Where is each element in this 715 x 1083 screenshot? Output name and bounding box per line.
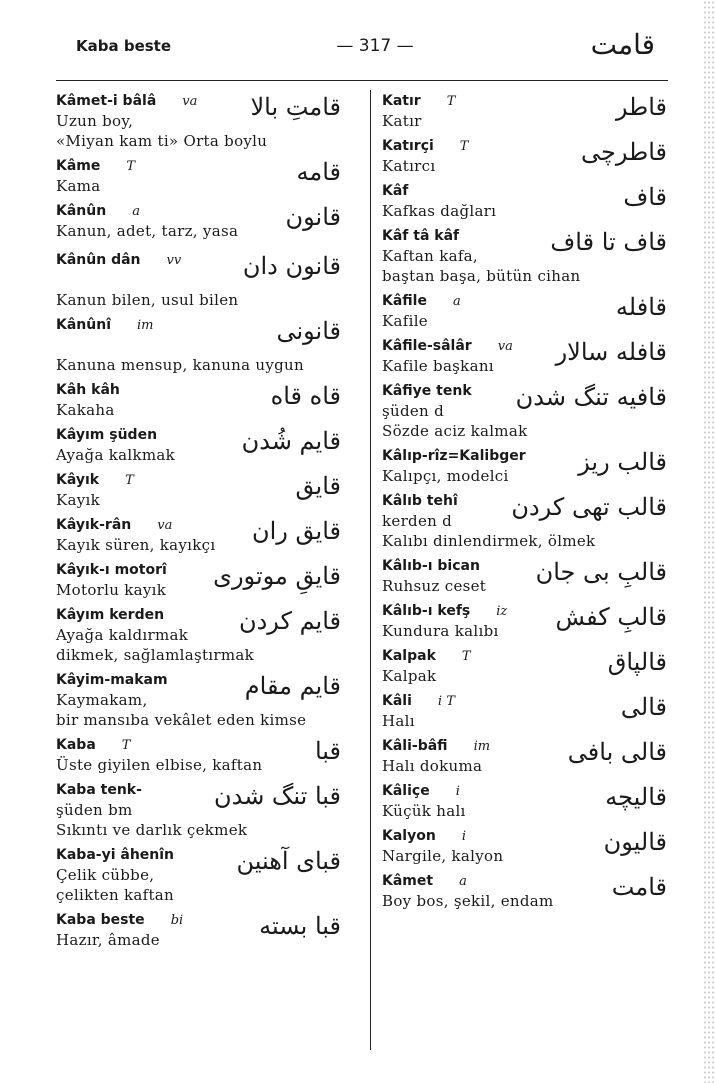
entry-definition: Üste giyilen elbise, kaftan [56,756,263,774]
running-head-left: Kaba beste [76,37,172,55]
entry-arabic-script: قاه قاه [270,382,341,410]
entry-headword: Kâh kâh [56,382,120,398]
entry-grammar-tag: i [455,784,460,799]
entry-definition: Hazır, âmade [56,931,160,949]
entry-grammar-tag: T [446,94,456,109]
dictionary-entry [382,447,667,486]
running-head-right: قامت [590,28,655,61]
entry-definition: Motorlu kayık [56,581,167,599]
entry-arabic-script: قاف [623,183,667,211]
entry-arabic-script: قایم مقام [244,672,341,700]
entry-arabic-script: قافیه تنگ شدن [515,383,667,411]
entry-arabic-script: قانونی [276,317,341,345]
entry-headword: Kâyim-makam [56,672,168,688]
page-number: — 317 — [336,36,414,56]
dictionary-entry [56,516,341,555]
entry-grammar-tag: T [125,473,134,488]
entry-definition: Kakaha [56,401,115,419]
entry-headword: Kâlıp-rîz=Kalibger [382,448,526,464]
entry-definition: Kanun, adet, tarz, yasa [56,222,239,240]
dictionary-entry [56,157,341,196]
entry-headword: Kâli-bâfi [382,738,448,754]
entry-headword: Kaba-yi âhenîn [56,847,175,863]
page-header [0,0,715,64]
entry-arabic-script: قایم شُدن [241,427,341,455]
entry-headword: Kâfile [382,293,427,309]
entry-grammar-tag: a [452,294,461,309]
entry-grammar-tag: i [461,829,466,844]
entry-arabic-script: قافله [615,293,667,321]
dictionary-entry [56,202,341,241]
entry-definition: Kundura kalıbı [382,622,499,640]
entry-headword: Kâlıb tehî [382,493,458,509]
entry-headword: Kâyık [56,472,100,488]
entry-definition: Kaymakam, [56,691,148,709]
entry-arabic-script: قالی بافی [567,738,667,766]
entry-definition: Kalpak [382,667,437,685]
entry-headword: Kalyon [382,828,436,844]
dictionary-entry [56,426,341,465]
entry-arabic-script: قبا [314,737,341,765]
entry-headword: Kâyım kerden [56,607,165,623]
dictionary-entry [56,471,341,510]
dictionary-entry [382,137,667,176]
entry-headword: Kâmet-i bâlâ [56,93,157,109]
entry-arabic-script: قایق [295,472,341,500]
entry-definition: Kayık [56,491,101,509]
entry-arabic-script: قامت [611,873,667,901]
entry-definition: Uzun boy, [56,112,134,130]
entry-arabic-script: قبای آهنین [236,847,341,875]
entry-definition: şüden d [382,402,444,420]
column-divider [370,90,371,1050]
entry-definition: Halı [382,712,415,730]
page-edge-speckle [703,0,715,1083]
entry-definition: Kafkas dağları [382,202,497,220]
left-column [56,92,341,956]
entry-definition: Katır [382,112,422,130]
entry-arabic-script: قافله سالار [555,338,667,366]
entry-arabic-script: قالبِ کفش [555,603,667,631]
entry-definition: Kalıpçı, modelci [382,467,509,485]
entry-definition: baştan başa, bütün cihan [382,267,581,285]
entry-grammar-tag: a [132,204,140,219]
entry-grammar-tag: T [461,649,471,664]
dictionary-entry [382,182,667,221]
entry-grammar-tag: T [126,159,136,174]
entry-grammar-tag: va [157,518,173,533]
entry-arabic-script: قالبِ بی جان [535,558,667,586]
entry-arabic-script: قالیون [603,828,667,856]
entry-grammar-tag: va [497,339,513,354]
entry-grammar-tag: T [121,738,131,753]
dictionary-entry [382,292,667,331]
entry-definition: Katırcı [382,157,436,175]
entry-definition: kerden d [382,512,453,530]
entry-arabic-script: قالب تهی کردن [511,493,667,521]
entry-arabic-script: قالی [620,693,667,721]
entry-headword: Kânûn dân [56,252,141,268]
entry-definition: Çelik cübbe, [56,866,155,884]
entry-definition: Kanuna mensup, kanuna uygun [56,356,304,374]
entry-grammar-tag: i T [437,694,455,709]
entry-definition: Küçük halı [382,802,466,820]
header-rule [56,80,668,81]
entry-arabic-script: قالب ریز [578,448,667,476]
entry-grammar-tag: a [459,874,467,889]
entry-headword: Kâf tâ kâf [382,228,460,244]
entry-definition: Boy bos, şekil, endam [382,892,554,910]
entry-definition: Sözde aciz kalmak [382,422,528,440]
entry-arabic-script: قایم کردن [238,607,341,635]
dictionary-entry [56,561,341,600]
dictionary-entry [382,692,667,731]
dictionary-entry [382,227,667,286]
entry-headword: Kâlıb-ı kefş [382,603,471,619]
dictionary-entry [382,782,667,821]
dictionary-entry [56,781,341,840]
dictionary-entry [56,846,341,905]
entry-grammar-tag: im [137,318,154,333]
dictionary-entry [382,872,667,911]
entry-definition: Halı dokuma [382,757,483,775]
entry-headword: Kânûn [56,203,107,219]
entry-headword: Kânûnî [56,317,111,333]
dictionary-entry [382,382,667,441]
entry-arabic-script: قانون [285,203,341,231]
entry-arabic-script: قاطر [615,93,667,121]
entry-headword: Kâyık-ı motorî [56,562,167,578]
entry-grammar-tag: vv [166,253,182,268]
entry-grammar-tag: bi [170,913,184,928]
entry-arabic-script: قاطرچی [581,138,667,166]
entry-arabic-script: قاف تا قاف [550,228,667,256]
dictionary-entry [382,337,667,376]
entry-headword: Kâlıb-ı bican [382,558,480,574]
dictionary-entry [56,911,341,950]
entry-arabic-script: قبا تنگ شدن [213,782,341,810]
entry-headword: Katır [382,93,421,109]
entry-headword: Kalpak [382,648,436,664]
entry-arabic-script: قالیچه [605,783,667,811]
right-column [382,92,667,917]
entry-definition: Kayık süren, kayıkçı [56,536,216,554]
dictionary-entry [382,557,667,596]
entry-headword: Kâyım şüden [56,427,158,443]
entry-grammar-tag: T [459,139,469,154]
dictionary-entry [382,92,667,131]
entry-arabic-script: قامتِ بالا [250,93,341,121]
dictionary-entry [382,647,667,686]
dictionary-entry [56,736,341,775]
entry-definition: Kafile [382,312,428,330]
entry-definition: Kaftan kafa, [382,247,478,265]
entry-headword: Kâfiye tenk [382,383,472,399]
entry-definition: Ayağa kalkmak [56,446,176,464]
entry-definition: şüden bm [56,801,133,819]
entry-definition: Kama [56,177,101,195]
dictionary-entry [56,92,341,151]
entry-head [56,736,341,755]
entry-headword: Katırçi [382,138,434,154]
dictionary-entry [56,671,341,730]
entry-headword: Kaba beste [56,912,145,928]
entry-headword: Kâmet [382,873,434,889]
entry-grammar-tag: im [473,739,491,754]
entry-arabic-script: قالپاق [607,648,667,676]
dictionary-entry [56,316,341,375]
entry-headword: Kâfile-sâlâr [382,338,472,354]
dictionary-entry [56,606,341,665]
entry-headword: Kâli [382,693,412,709]
dictionary-entry [56,381,341,420]
entry-definition: Sıkıntı ve darlık çekmek [56,821,248,839]
dictionary-entry [382,827,667,866]
entry-definition: Nargile, kalyon [382,847,504,865]
dictionary-entry [382,602,667,641]
entry-arabic-script: قایقِ موتوری [213,562,341,590]
dictionary-entry [56,251,341,310]
entry-headword: Kaba [56,737,96,753]
entry-arabic-script: قانون دان [242,252,341,280]
entry-arabic-script: قبا بسته [259,912,341,940]
entry-grammar-tag: va [182,94,198,109]
entry-definition: «Miyan kam ti» Orta boylu [56,132,268,150]
entry-definition: bir mansıba vekâlet eden kimse [56,711,307,729]
dictionary-entry [382,737,667,776]
entry-grammar-tag: iz [496,604,508,619]
entry-definition: Kalıbı dinlendirmek, ölmek [382,532,596,550]
entry-definition: Ayağa kaldırmak [56,626,189,644]
entry-headword: Kâyık-rân [56,517,132,533]
entry-definition: çelikten kaftan [56,886,175,904]
entry-arabic-script: قامه [296,158,341,186]
entry-definition: Kanun bilen, usul bilen [56,291,239,309]
entry-definition: dikmek, sağlamlaştırmak [56,646,255,664]
entry-headword: Kâf [382,183,409,199]
entry-headword: Kâme [56,158,101,174]
entry-headword: Kaba tenk- [56,782,142,798]
dictionary-entry [382,492,667,551]
entry-arabic-script: قایق ران [252,517,341,545]
entry-definition: Kafile başkanı [382,357,494,375]
entry-definition: Ruhsuz ceset [382,577,487,595]
entry-headword: Kâliçe [382,783,430,799]
